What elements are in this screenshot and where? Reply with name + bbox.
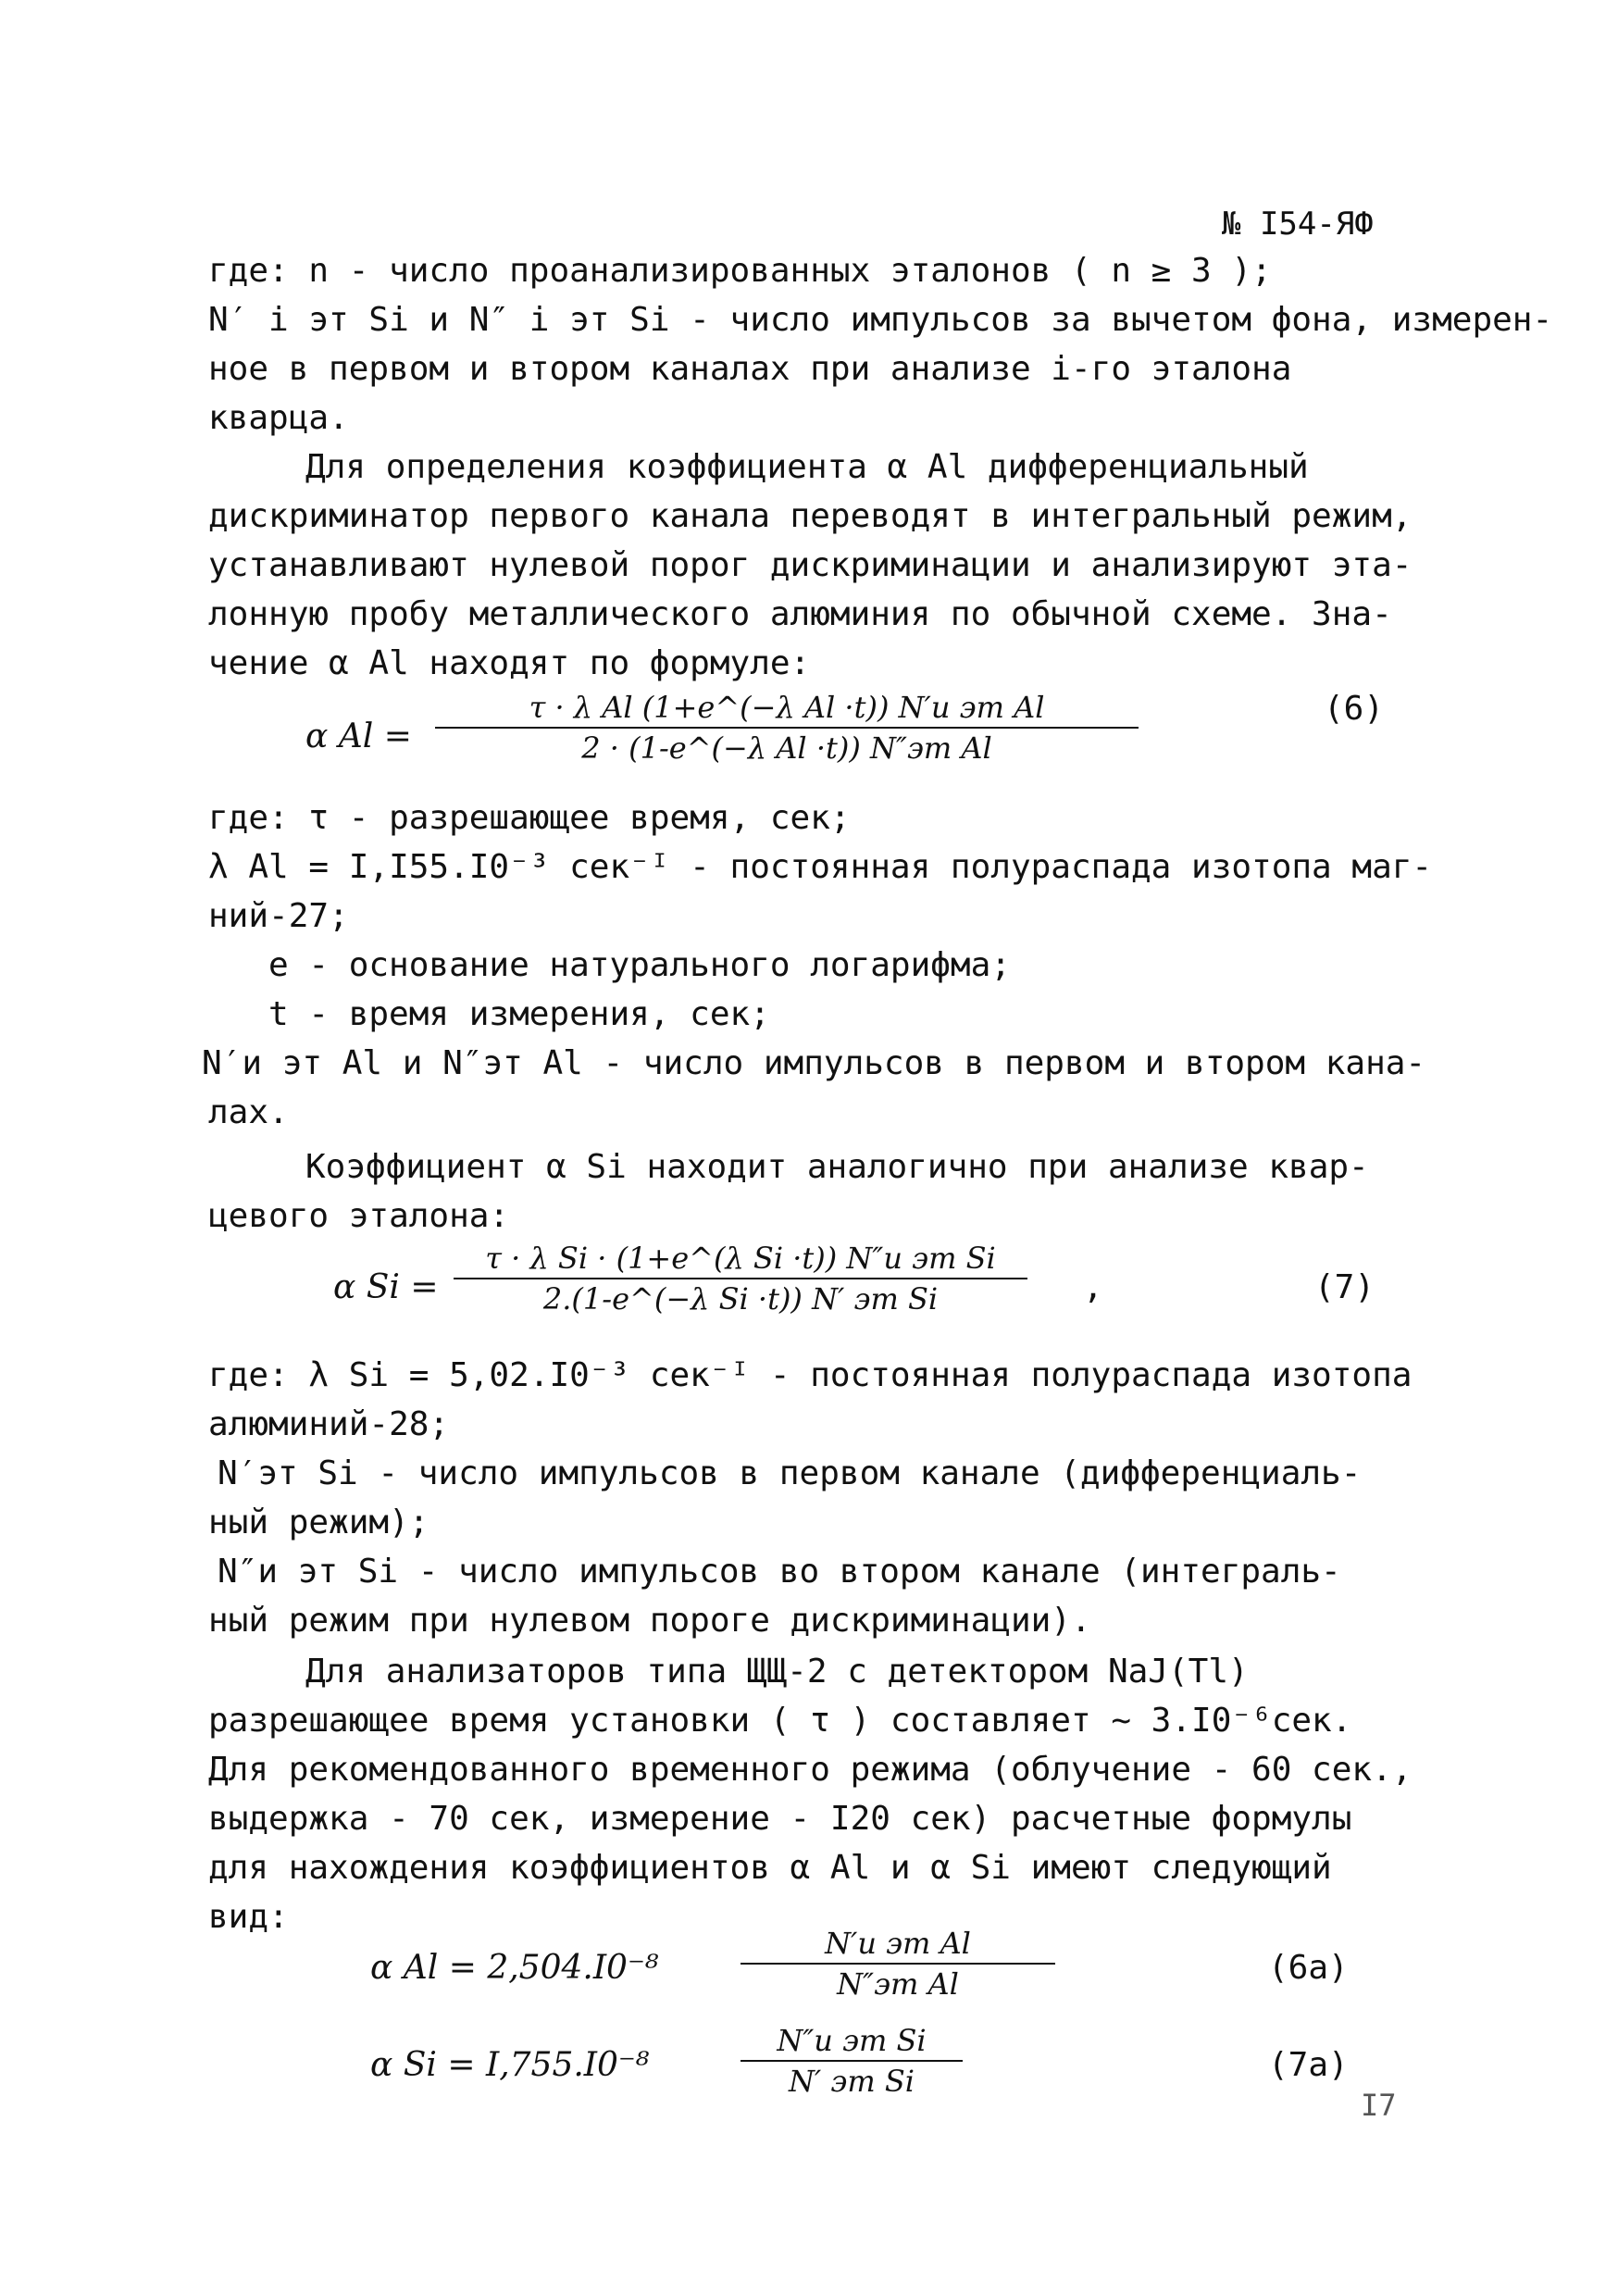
text-line: N″и эт Si - число импульсов во втором канале (интеграль- <box>218 1553 1341 1591</box>
equation-fraction <box>741 2023 963 2099</box>
text-line: устанавливают нулевой порог дискриминации и анализируют эта- <box>208 546 1413 584</box>
text-line: чение α Al находят по формуле: <box>208 644 811 682</box>
text-line: цевого эталона: <box>208 1197 510 1235</box>
fraction-denominator: N′ эт Si <box>788 2064 915 2099</box>
text-line: N′эт Si - число импульсов в первом канале (дифференциаль- <box>218 1454 1362 1492</box>
text-line: N′ i эт Si и N″ i эт Si - число импульсов за вычетом фона, измерен- <box>208 301 1553 339</box>
text-line: выдержка - 70 сек, измерение - I20 сек) расчетные формулы <box>208 1800 1352 1838</box>
text-line: где: λ Si = 5,02.I0⁻³ сек⁻ᴵ - постоянная полураспада изотопа <box>208 1356 1413 1394</box>
equation-fraction <box>454 1241 1027 1316</box>
equation-6a <box>370 1926 1398 2018</box>
fraction-numerator: N′и эт Al <box>825 1926 971 1961</box>
text-line: Коэффициент α Si находит аналогично при анализе квар- <box>305 1148 1369 1186</box>
equation-comma: , <box>1083 1268 1103 1306</box>
equation-lhs: α Si = I,755.I0⁻⁸ <box>370 2046 650 2084</box>
equation-number: (7) <box>1314 1268 1375 1306</box>
text-line: лах. <box>208 1093 289 1131</box>
text-line: λ Al = I,I55.I0⁻³ сек⁻ᴵ - постоянная полураспада изотопа маг- <box>208 848 1433 886</box>
equation-lhs: α Al = 2,504.I0⁻⁸ <box>370 1949 659 1987</box>
fraction-denominator: 2 · (1-e^(−λ Al ·t)) N″эт Al <box>581 730 992 766</box>
fraction-denominator: 2.(1-e^(−λ Si ·t)) N′ эт Si <box>542 1281 939 1316</box>
fraction-numerator: τ · λ Si · (1+e^(λ Si ·t)) N″и эт Si <box>485 1241 996 1276</box>
text-line: ный режим); <box>208 1504 429 1541</box>
equation-number: (6a) <box>1268 1949 1349 1987</box>
text-line: разрешающее время установки ( τ ) составляет ~ 3.I0⁻⁶сек. <box>208 1702 1352 1740</box>
equation-7a <box>370 2023 1398 2115</box>
fraction-bar <box>435 727 1139 729</box>
fraction-denominator: N″эт Al <box>837 1966 959 2002</box>
document-number: № I54-ЯФ <box>1222 206 1374 243</box>
text-line: для нахождения коэффициентов α Al и α Si имеют следующий <box>208 1849 1332 1887</box>
text-line: лонную пробу металлического алюминия по обычной схеме. Зна- <box>208 595 1392 633</box>
equation-lhs: α Al = <box>305 718 412 755</box>
text-line: e - основание натурального логарифма; <box>268 946 1011 984</box>
text-line: алюминий-28; <box>208 1405 450 1443</box>
equation-7 <box>333 1241 1398 1342</box>
text-line: Для определения коэффициента α Al дифференциальный <box>305 448 1309 486</box>
equation-lhs: α Si = <box>333 1268 439 1306</box>
text-line: где: τ - разрешающее время, сек; <box>208 799 851 837</box>
text-line: ний-27; <box>208 897 349 935</box>
fraction-numerator: τ · λ Al (1+e^(−λ Al ·t)) N′и эт Al <box>529 690 1045 725</box>
text-line: ное в первом и втором каналах при анализе i-го эталона <box>208 350 1292 388</box>
text-line: Для анализаторов типа ЩЩ-2 с детектором NaJ(Tl) <box>305 1653 1249 1691</box>
equation-number: (6) <box>1324 690 1385 728</box>
fraction-bar <box>454 1278 1027 1279</box>
fraction-bar <box>741 2060 963 2062</box>
text-line: где: n - число проанализированных эталонов ( n ≥ 3 ); <box>208 252 1272 290</box>
text-line: дискриминатор первого канала переводят в интегральный режим, <box>208 497 1413 535</box>
page-number: I7 <box>1361 2088 1397 2123</box>
text-line: вид: <box>208 1898 289 1936</box>
equation-fraction <box>741 1926 1055 2002</box>
equation-number: (7a) <box>1268 2046 1349 2084</box>
equation-6 <box>305 690 1398 792</box>
equation-fraction <box>435 690 1139 766</box>
text-line: t - время измерения, сек; <box>268 995 770 1033</box>
fraction-numerator: N″и эт Si <box>777 2023 927 2058</box>
text-line: кварца. <box>208 399 349 437</box>
fraction-bar <box>741 1963 1055 1965</box>
text-line: N′и эт Al и N″эт Al - число импульсов в первом и втором кана- <box>202 1044 1426 1082</box>
text-line: Для рекомендованного временного режима (облучение - 60 сек., <box>208 1751 1413 1789</box>
text-line: ный режим при нулевом пороге дискриминации). <box>208 1602 1091 1640</box>
